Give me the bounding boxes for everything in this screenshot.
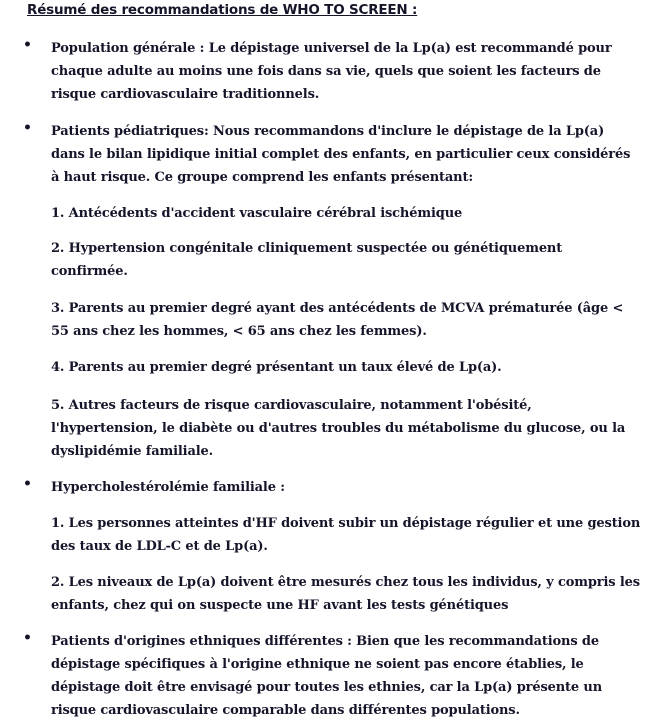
familial-hypercholesterolemia-heading: Hypercholestérolémie familiale :: [51, 480, 285, 495]
pediatric-item-1: 1. Antécédents d'accident vasculaire cérébral ischémique: [51, 206, 463, 221]
bullet-icon: •: [23, 37, 32, 53]
bullet-icon: •: [23, 630, 32, 646]
bullet-icon: •: [23, 476, 32, 492]
pediatric-item-5: 5. Autres facteurs de risque cardiovasculaire, notamment l'obésité, l'hypertension, le diabète ou d'autres troubles du métabolisme du glucose, ou la dyslipidémie familiale.: [51, 398, 626, 459]
pediatric-patients-paragraph: Patients pédiatriques: Nous recommandons d'inclure le dépistage de la Lp(a) dans le bilan lipidique initial complet des enfants, en particulier ceux considérés à haut risque. Ce groupe comprend les enfants présentant:: [51, 124, 631, 185]
pediatric-item-3: 3. Parents au premier degré ayant des antécédents de MCVA prématurée (âge < 55 ans chez les hommes, < 65 ans chez les femmes).: [51, 301, 624, 339]
general-population-paragraph: Population générale : Le dépistage universel de la Lp(a) est recommandé pour chaque adulte au moins une fois dans sa vie, quels que soient les facteurs de risque cardiovasculaire traditionnels.: [51, 41, 612, 102]
pediatric-item-2: 2. Hypertension congénitale cliniquement suspectée ou génétiquement confirmée.: [51, 241, 563, 279]
bullet-icon: •: [23, 120, 32, 136]
pediatric-item-4: 4. Parents au premier degré présentant un taux élevé de Lp(a).: [51, 360, 502, 375]
page-title: Résumé des recommandations de WHO TO SCREEN :: [27, 2, 418, 18]
familial-item-1: 1. Les personnes atteintes d'HF doivent subir un dépistage régulier et une gestion des taux de LDL-C et de Lp(a).: [51, 516, 641, 554]
ethnic-origins-paragraph: Patients d'origines ethniques différentes : Bien que les recommandations de dépistage spécifiques à l'origine ethnique ne soient pas encore établies, le dépistage doit être envisagé pour toutes les ethnies, car la Lp(a) présente un risque cardiovasculaire comparable dans différentes populations.: [51, 634, 603, 718]
familial-item-2: 2. Les niveaux de Lp(a) doivent être mesurés chez tous les individus, y compris les enfants, chez qui on suspecte une HF avant les tests génétiques: [51, 575, 640, 613]
